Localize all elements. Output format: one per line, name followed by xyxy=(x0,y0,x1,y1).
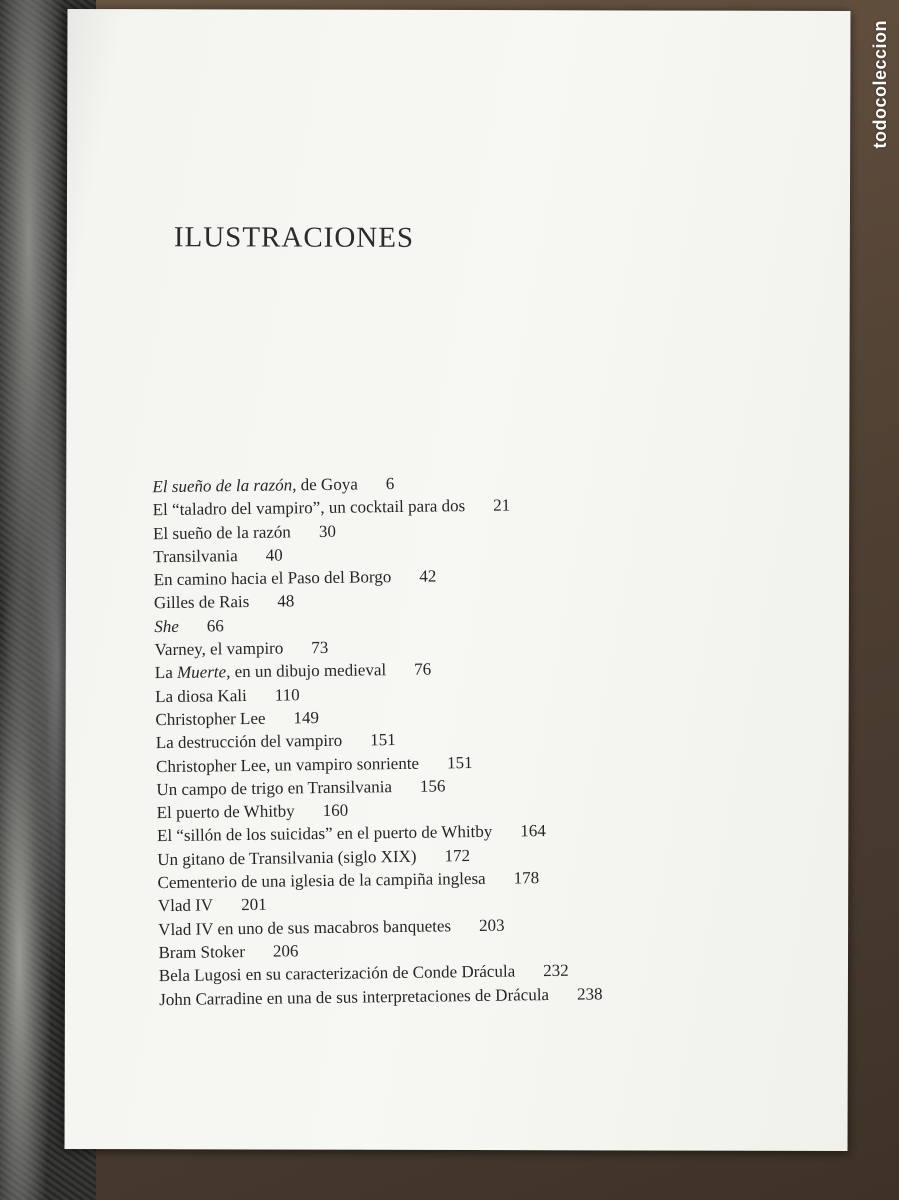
entry-title: John Carradine en una de sus interpretaciones de Drácula xyxy=(159,984,550,1009)
illustrations-list xyxy=(152,467,779,1011)
watermark-logo: todocoleccion xyxy=(870,20,890,149)
entry-title: Un campo de trigo en Transilvania xyxy=(156,776,393,800)
page-number: 48 xyxy=(277,591,295,612)
entry-title: de Goya xyxy=(296,474,358,495)
entry-title: Gilles de Rais xyxy=(153,592,250,613)
page-number: 73 xyxy=(311,637,329,658)
entry-title: She xyxy=(154,616,179,636)
page-number: 151 xyxy=(446,752,473,772)
page-number: 21 xyxy=(493,495,511,516)
entry-title: El “sillón de los suicidas” en el puerto de Whitby xyxy=(156,822,493,846)
page-number: 172 xyxy=(444,845,471,866)
entry-title: Bela Lugosi en su caracterización de Conde Drácula xyxy=(158,961,516,986)
entry-title: El sueño de la razón, xyxy=(152,475,297,497)
entry-title: La diosa Kali xyxy=(155,685,247,706)
page-number: 160 xyxy=(322,800,349,821)
page-number: 232 xyxy=(543,961,569,981)
page-number: 76 xyxy=(414,659,432,680)
page-number: 66 xyxy=(206,616,224,636)
page-number: 206 xyxy=(272,941,299,961)
page-number: 201 xyxy=(241,895,267,915)
page-number: 164 xyxy=(520,821,546,841)
page-number: 156 xyxy=(419,776,446,796)
entry-title: El puerto de Whitby xyxy=(156,801,295,823)
entry-title: en un dibujo medieval xyxy=(230,660,387,682)
page-number: 178 xyxy=(513,868,540,888)
page-number: 110 xyxy=(274,684,300,705)
page-title: ILUSTRACIONES xyxy=(173,221,415,254)
entry-title: En camino hacia el Paso del Borgo xyxy=(153,567,392,590)
entry-title: Un gitano de Transilvania (siglo XIX) xyxy=(157,846,417,869)
entry-title: Varney, el vampiro xyxy=(154,638,284,660)
entry-title: La xyxy=(154,663,178,683)
entry-title: Christopher Lee, un vampiro sonriente xyxy=(155,753,420,776)
page-number: 40 xyxy=(265,545,283,565)
page-number: 6 xyxy=(385,474,395,494)
page-number: 42 xyxy=(419,566,437,586)
page-number: 238 xyxy=(576,983,603,1004)
entry-title: Cementerio de una iglesia de la campiña inglesa xyxy=(157,868,486,893)
book-page xyxy=(65,9,851,1151)
entry-title: La destrucción del vampiro xyxy=(155,731,343,753)
entry-title: El “taladro del vampiro”, un cocktail para dos xyxy=(152,496,466,520)
page-number: 30 xyxy=(318,521,336,541)
entry-title: Bram Stoker xyxy=(158,941,246,963)
entry-title: Vlad IV xyxy=(157,895,214,916)
entry-title: Transilvania xyxy=(153,545,238,567)
page-number: 149 xyxy=(293,708,320,728)
page-number: 151 xyxy=(370,730,396,750)
page-number: 203 xyxy=(478,915,505,935)
entry-title: Vlad IV en uno de sus macabros banquetes xyxy=(158,915,452,939)
entry-title: Muerte, xyxy=(176,662,231,683)
entry-title: Christopher Lee xyxy=(155,708,266,730)
entry-title: El sueño de la razón xyxy=(152,521,291,543)
